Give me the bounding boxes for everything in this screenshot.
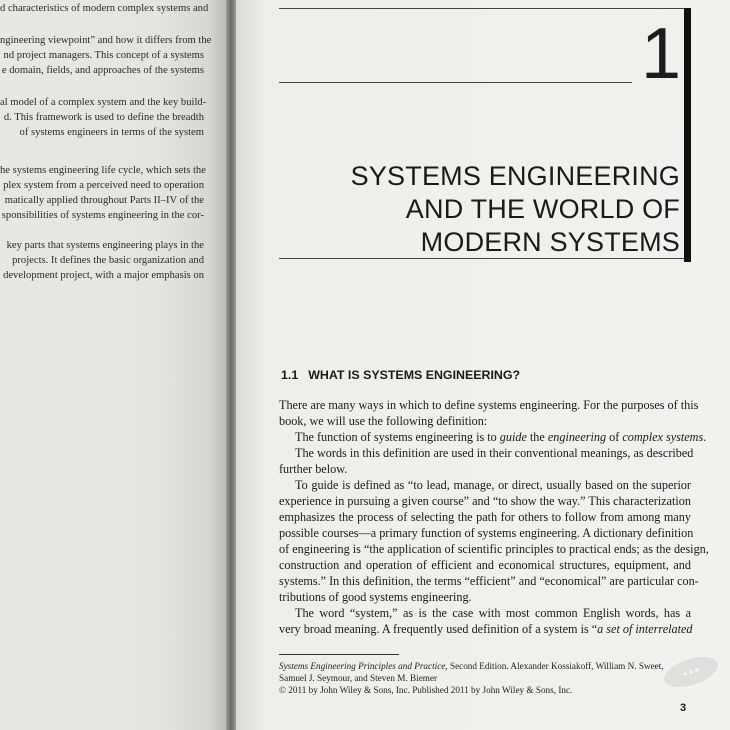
left-page-line: ngineering viewpoint” and how it differs from the [0, 35, 212, 46]
body-line: further below. [279, 462, 348, 476]
left-page-line: e domain, fields, and approaches of the systems [1, 65, 204, 76]
footnote-line [279, 660, 699, 672]
footnote-line: Samuel J. Seymour, and Steven M. Biemer [279, 673, 438, 683]
left-page-line: plex system from a perceived need to operation [3, 180, 204, 191]
body-line: To guide is defined as “to lead, manage, or direct, usually based on the superior [295, 478, 691, 492]
chapter-title [351, 160, 680, 259]
body-line: construction and operation of efficient and economical structures, equipment, and [279, 558, 691, 572]
body-line: There are many ways in which to define systems engineering. For the purposes of this [279, 398, 699, 412]
left-page-line: development project, with a major emphasis on [3, 270, 204, 281]
section-title: WHAT IS SYSTEMS ENGINEERING? [308, 368, 521, 382]
chapter-number: 1 [640, 14, 682, 94]
emphasis-engineering: engineering [547, 430, 607, 444]
chapter-top-rule [279, 8, 684, 9]
left-page [0, 0, 226, 730]
left-page-line: projects. It defines the basic organization and [12, 255, 204, 266]
chapter-title-line: MODERN SYSTEMS [420, 227, 680, 257]
footnote-rule [279, 654, 399, 655]
left-page-line: d characteristics of modern complex systems and [0, 3, 209, 14]
section-number: 1.1 [281, 368, 299, 382]
left-page-line: nd project managers. This concept of a systems [3, 50, 204, 61]
body-line: possible courses—a primary function of systems engineering. A dictionary definition [279, 526, 694, 540]
section-heading [281, 368, 520, 382]
body-line: The words in this definition are used in their conventional meanings, as described [295, 446, 694, 460]
chapter-title-line: AND THE WORLD OF [405, 194, 680, 224]
left-page-line: d. This framework is used to define the breadth [3, 112, 204, 123]
body-line: The word “system,” as is the case with most common English words, has a [295, 606, 691, 620]
chapter-title-line: SYSTEMS ENGINEERING [350, 161, 680, 191]
body-line: of engineering is “the application of scientific principles to practical ends; as the design, [279, 542, 709, 556]
body-line: experience in pursuing a given course” and “to show the way.” This characterization [279, 494, 691, 508]
page-number: 3 [680, 702, 687, 714]
chapter-mid-rule [279, 82, 632, 83]
body-line: emphasizes the process of selecting the path for others to follow from among many [279, 510, 691, 524]
footnote-line: © 2011 by John Wiley & Sons, Inc. Published 2011 by John Wiley & Sons, Inc. [279, 685, 573, 695]
body-line-definition: The function of systems engineering is to guide the engineering of complex systems. [295, 430, 707, 444]
body-line: book, we will use the following definition: [279, 414, 488, 428]
left-page-line: key parts that systems engineering plays in the [6, 240, 204, 251]
left-page-line: matically applied throughout Parts II–IV of the [4, 195, 204, 206]
footnote-book-edition: , Second Edition. Alexander Kossiakoff, William N. Sweet, [445, 661, 664, 671]
left-page-line: al model of a complex system and the key build- [0, 97, 207, 108]
emphasis-definition: a set of interrelated [597, 622, 693, 636]
emphasis-guide: guide [499, 430, 527, 444]
left-page-line: of systems engineers in terms of the system [19, 127, 204, 138]
body-line: very broad meaning. A frequently used definition of a system is “a set of interrelated [279, 622, 693, 636]
watermark-stamp: ● ● ● [659, 650, 723, 695]
left-page-line: sponsibilities of systems engineering in the cor- [1, 210, 204, 221]
body-line: tributions of good systems engineering. [279, 590, 472, 604]
body-line: systems.” In this definition, the terms “efficient” and “economical” are particular con- [279, 574, 699, 588]
left-page-line: he systems engineering life cycle, which sets the [0, 165, 206, 176]
footnote-book-title: Systems Engineering Principles and Practice [279, 661, 446, 671]
emphasis-complex-systems: complex systems [622, 430, 704, 444]
right-page [236, 0, 730, 730]
